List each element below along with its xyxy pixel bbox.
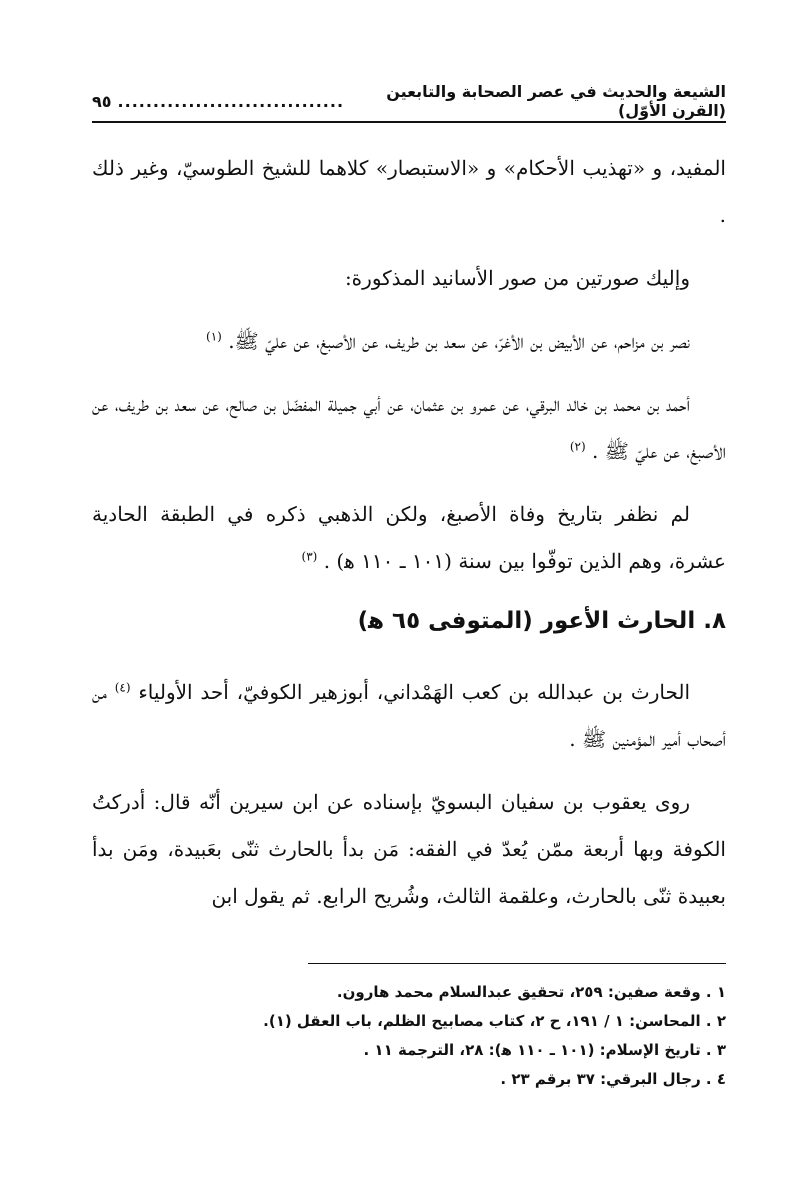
leader-dots: ................................ (117, 91, 345, 111)
paragraph-4 (92, 381, 726, 475)
footnote-1: ١ . وقعة صفين: ٢٥٩، تحقيق عبدالسلام محمد هارون. (336, 983, 726, 1001)
footnote-3: ٣ . تاريخ الإسلام: (١٠١ ـ ١١٠ ﻫ): ٢٨، الترجمة ١١ . (363, 1041, 726, 1059)
body-text (92, 145, 726, 936)
section-heading: ٨. الحارث الأعور (المتوفى ٦٥ ﻫ) (357, 608, 726, 634)
footnote-ref-2[interactable]: (٢) (569, 439, 586, 454)
death-date-text: لم نظفر بتاريخ وفاة الأصبغ، ولكن الذهبي ذكره في الطبقة الحادية عشرة، وهم الذين توفّوا بين سنة (١٠١ ـ ١١٠ ﻫ) . (92, 502, 726, 573)
footnote-rule (308, 963, 726, 964)
footnote-ref-4[interactable]: (٤) (114, 680, 131, 695)
paragraph-3 (92, 318, 726, 365)
paragraph-7: روى يعقوب بن سفيان البسويّ بإسناده عن ابن سيرين أنّه قال: أدركتُ الكوفة وبها أربعة ممّن يُعدّ في الفقه: مَن بدأ بالحارث ثنّى بعَبيدة، ومَن بدأ بعبيدة ثنّى بالحارث، وعلقمة الثالث، وشُريح الرابع. ثم يقول ابن (92, 790, 726, 908)
running-header (92, 84, 726, 118)
footnote-ref-3[interactable]: (٣) (301, 549, 318, 564)
chain-2-text: أحمد بن محمد بن خالد البرقي، عن عمرو بن عثمان، عن أبي جميلة المفضّل بن صالح، عن سعد بن طريف، عن الأصبغ، عن عليّ ﷺ . (92, 392, 726, 463)
paragraph-2: وإليك صورتين من صور الأسانيد المذكورة: (344, 266, 690, 290)
biography-text-b: من أصحاب أمير المؤمنين ﷺ . (92, 680, 726, 751)
footnote-4: ٤ . رجال البرقي: ٣٧ برقم ٢٣ . (500, 1070, 726, 1088)
biography-text-a: الحارث بن عبدالله بن كعب الهَمْداني، أبوزهير الكوفيّ، أحد الأولياء (138, 680, 691, 704)
footnote-ref-1[interactable]: (١) (206, 329, 222, 344)
paragraph-5 (92, 491, 726, 585)
header-rule (92, 121, 726, 123)
paragraph-1: المفيد، و «تهذيب الأحكام» و «الاستبصار» كلاهما للشيخ الطوسيّ، وغير ذلك . (92, 156, 726, 227)
footnote-2: ٢ . المحاسن: ١ / ١٩١، ح ٢، كتاب مصابيح الظلم، باب العقل (١). (263, 1012, 726, 1030)
paragraph-6 (92, 669, 726, 763)
footnotes (92, 978, 726, 1094)
chain-1-text: نصر بن مزاحم، عن الأبيض بن الأغرّ، عن سعد بن طريف، عن الأصبغ، عن عليّ ﷺ. (228, 329, 690, 353)
page-number: ٩٥ (92, 91, 112, 111)
running-title: الشيعة والحديث في عصر الصحابة والتابعين (القرن الأوّل) (386, 82, 726, 120)
